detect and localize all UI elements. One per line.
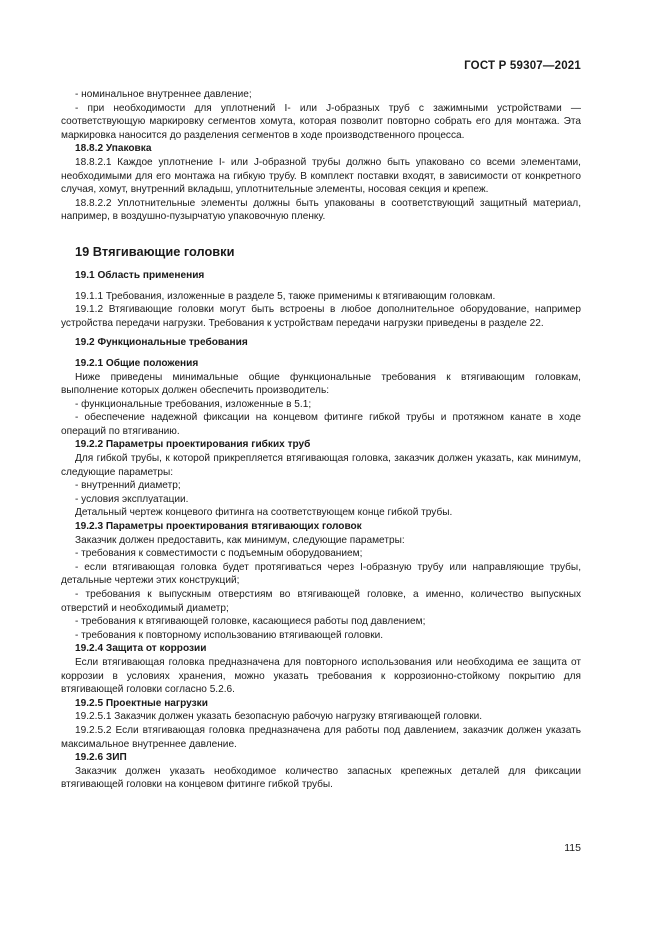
clause-heading: 19.2.4 Защита от коррозии xyxy=(75,643,207,655)
paragraph: 19.1.1 Требования, изложенные в разделе 5, также применимы к втягивающим головкам. xyxy=(75,290,496,302)
paragraph: Для гибкой трубы, к которой прикрепляется втягивающая головка, заказчик должен указать, как минимум, следующие параметры: xyxy=(61,453,581,478)
paragraph: 18.8.2.1 Каждое уплотнение I- или J-образной трубы должно быть упаковано со всеми элементами, необходимыми для его монтажа на гибкую трубу. В комплект поставки входят, в зависимости от конкретного случая, хомут, внутренний вкладыш, уплотнительные элементы, носовая секция и крепеж. xyxy=(61,156,581,196)
document-code-header: ГОСТ Р 59307—2021 xyxy=(464,60,581,72)
clause-heading: 19.2.3 Параметры проектирования втягивающих головок xyxy=(75,521,362,533)
paragraph: - при необходимости для уплотнений I- или J-образных труб с зажимными устройствами — соответствующую маркировку сегментов хомута, которая позволит повторно собрать его для монтажа. Эта маркировка наносится до разделения сегментов в ходе производственного процесса. xyxy=(61,102,581,141)
subsection-heading: 19.2 Функциональные требования xyxy=(75,337,248,349)
paragraph: - условия эксплуатации. xyxy=(75,493,189,505)
paragraph: - номинальное внутреннее давление; xyxy=(75,89,252,100)
paragraph: - функциональные требования, изложенные в 5.1; xyxy=(75,398,312,410)
subsection-heading: 19.1 Область применения xyxy=(75,269,205,281)
section-heading: 19 Втягивающие головки xyxy=(75,243,235,259)
clause-heading: 19.2.1 Общие положения xyxy=(75,357,199,369)
document-body xyxy=(61,88,581,792)
paragraph: Ниже приведены минимальные общие функциональные требования к втягивающим головкам, выполнение которых должен обеспечить производитель: xyxy=(61,371,581,397)
clause-heading: 18.8.2 Упаковка xyxy=(75,143,152,155)
paragraph: Детальный чертеж концевого фитинга на соответствующем конце гибкой трубы. xyxy=(75,507,453,519)
paragraph: - требования к втягивающей головке, касающиеся работы под давлением; xyxy=(75,616,426,628)
paragraph: - требования к выпускным отверстиям во втягивающей головке, а именно, количество выпускных отверстий и необходимый диаметр; xyxy=(61,589,581,614)
paragraph: Заказчик должен указать необходимое количество запасных крепежных деталей для фиксации втягивающей головки на концевом фитинге гибкой трубы. xyxy=(61,765,581,791)
paragraph: 19.2.5.1 Заказчик должен указать безопасную рабочую нагрузку втягивающей головки. xyxy=(75,711,483,723)
page-number: 115 xyxy=(564,842,581,854)
paragraph: - обеспечение надежной фиксации на концевом фитинге гибкой трубы и протяжном канате в ходе операций по втягиванию. xyxy=(61,412,581,437)
paragraph: - требования к повторному использованию втягивающей головки. xyxy=(75,629,384,641)
clause-heading: 19.2.6 ЗИП xyxy=(75,752,127,764)
paragraph: Если втягивающая головка предназначена для повторного использования или необходима ее защита от коррозии в условиях хранения, можно указать требования к коррозионно-стойкому покрытию для втягивающей головки согласно 5.2.6. xyxy=(61,656,581,696)
paragraph: 19.1.2 Втягивающие головки могут быть встроены в любое дополнительное оборудование, например устройства передачи нагрузки. Требования к устройствам передачи нагрузки приведены в разделе 22. xyxy=(61,304,581,329)
clause-heading: 19.2.5 Проектные нагрузки xyxy=(75,697,208,709)
paragraph: - требования к совместимости с подъемным оборудованием; xyxy=(75,548,363,560)
paragraph: Заказчик должен предоставить, как минимум, следующие параметры: xyxy=(75,534,405,546)
paragraph: 19.2.5.2 Если втягивающая головка предназначена для работы под давлением, заказчик должен указать максимальное внутреннее давление. xyxy=(61,724,581,750)
paragraph: - внутренний диаметр; xyxy=(75,480,181,492)
paragraph: - если втягивающая головка будет протягиваться через I-образную трубу или направляющие трубы, детальные чертежи этих конструкций; xyxy=(61,561,581,587)
clause-heading: 19.2.2 Параметры проектирования гибких труб xyxy=(75,439,311,451)
paragraph: 18.8.2.2 Уплотнительные элементы должны быть упакованы в соответствующий защитный материал, например, в воздушно-пузырчатую упаковочную пленку. xyxy=(61,197,581,223)
